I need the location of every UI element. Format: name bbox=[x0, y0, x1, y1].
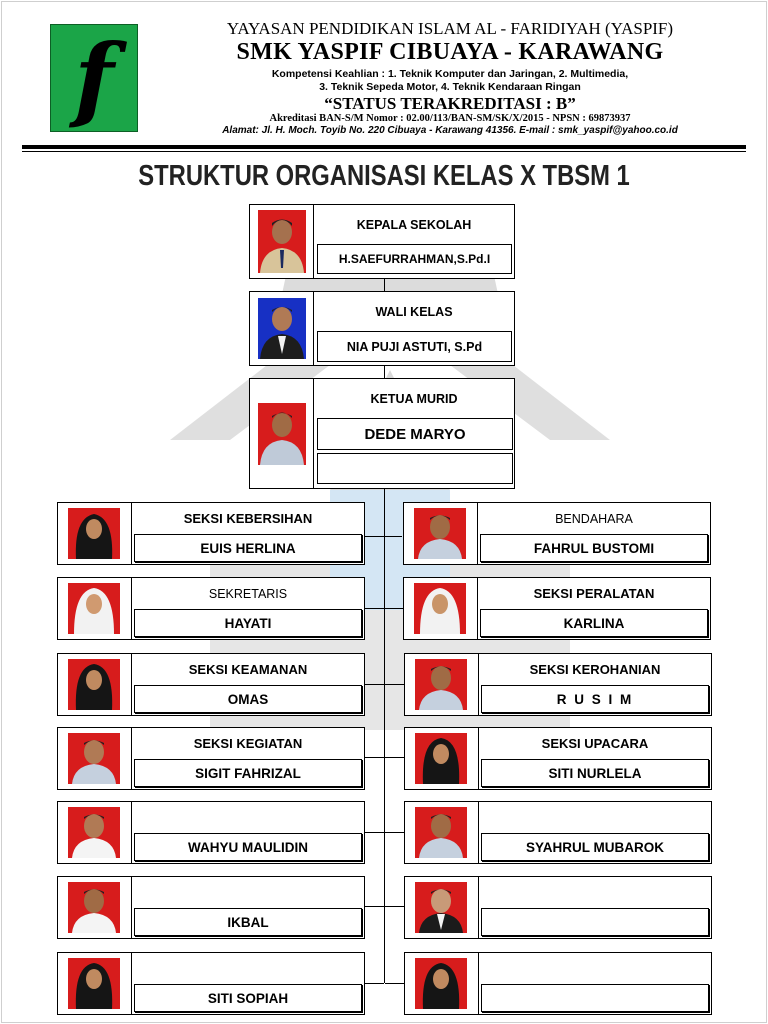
member-photo-left-6 bbox=[68, 882, 120, 933]
member-name-left-5: WAHYU MAULIDIN bbox=[134, 833, 362, 861]
competency-line-2: 3. Teknik Sepeda Motor, 4. Teknik Kendaraan Ringan bbox=[319, 81, 581, 93]
class-leader-photo bbox=[258, 403, 306, 465]
member-box-left-2 bbox=[57, 577, 365, 640]
member-photo-left-3 bbox=[68, 659, 120, 710]
connector-right-row-5 bbox=[385, 832, 404, 833]
member-box-right-4 bbox=[404, 727, 712, 790]
member-role-left-5 bbox=[132, 802, 364, 833]
homeroom-teacher-photo bbox=[258, 298, 306, 359]
member-name-right-4: SITI NURLELA bbox=[481, 759, 709, 787]
member-box-right-2 bbox=[403, 577, 711, 640]
header-rule-thin bbox=[22, 151, 746, 152]
member-photo-left-2 bbox=[68, 583, 120, 634]
class-leader-extra bbox=[317, 453, 513, 484]
member-box-right-5 bbox=[404, 801, 712, 864]
member-box-left-5 bbox=[57, 801, 365, 864]
connector-left-row-2 bbox=[364, 608, 384, 609]
member-box-left-1 bbox=[57, 502, 365, 565]
homeroom-teacher-role: WALI KELAS bbox=[375, 305, 453, 319]
member-name-right-6 bbox=[481, 908, 709, 936]
member-name-left-2: HAYATI bbox=[134, 609, 362, 637]
member-role-right-7 bbox=[479, 953, 711, 984]
connector-right-row-1 bbox=[385, 536, 402, 537]
member-name-right-5: SYAHRUL MUBAROK bbox=[481, 833, 709, 861]
principal-box bbox=[249, 204, 515, 279]
connector-left-row-6 bbox=[364, 906, 384, 907]
class-leader-role: KETUA MURID bbox=[370, 392, 458, 406]
member-name-left-7: SITI SOPIAH bbox=[134, 984, 362, 1012]
connector-left-row-5 bbox=[364, 832, 384, 833]
member-box-right-7 bbox=[404, 952, 712, 1015]
accreditation-status: “STATUS TERAKREDITASI : B” bbox=[324, 94, 576, 113]
member-box-left-4 bbox=[57, 727, 365, 790]
member-name-left-3: OMAS bbox=[134, 685, 362, 713]
member-role-right-1: BENDAHARA bbox=[555, 511, 633, 526]
member-name-left-6: IKBAL bbox=[134, 908, 362, 936]
connector-right-row-4 bbox=[385, 757, 404, 758]
class-leader-name: DEDE MARYO bbox=[317, 418, 513, 450]
school-name: SMK YASPIF CIBUAYA - KARAWANG bbox=[236, 39, 664, 65]
member-box-left-7 bbox=[57, 952, 365, 1015]
accreditation-number: Akreditasi BAN-S/M Nomor : 02.00/113/BAN-SM/SK/X/2015 - NPSN : 69873937 bbox=[269, 113, 631, 124]
connector-right-row-2 bbox=[385, 608, 403, 609]
member-role-left-7 bbox=[132, 953, 364, 984]
class-leader-box bbox=[249, 378, 515, 489]
member-role-right-5 bbox=[479, 802, 711, 833]
school-logo bbox=[50, 24, 138, 132]
member-name-right-2: KARLINA bbox=[480, 609, 708, 637]
member-photo-right-2 bbox=[414, 583, 466, 634]
member-box-right-6 bbox=[404, 876, 712, 939]
member-role-right-4: SEKSI UPACARA bbox=[541, 736, 649, 751]
connector-left-row-7 bbox=[364, 983, 384, 984]
member-photo-right-4 bbox=[415, 733, 467, 784]
member-box-right-1 bbox=[403, 502, 711, 565]
homeroom-teacher-name: NIA PUJI ASTUTI, S.Pd bbox=[317, 331, 512, 362]
principal-name: H.SAEFURRAHMAN,S.Pd.I bbox=[317, 244, 512, 274]
connector-left-row-3 bbox=[364, 684, 384, 685]
member-role-left-6 bbox=[132, 877, 364, 908]
member-name-left-1: EUIS HERLINA bbox=[134, 534, 362, 562]
school-address: Alamat: Jl. H. Moch. Toyib No. 220 Cibuaya - Karawang 41356. E-mail : smk_yaspif@yahoo.co.id bbox=[222, 125, 678, 136]
member-photo-right-5 bbox=[415, 807, 467, 858]
member-box-left-3 bbox=[57, 653, 365, 716]
principal-photo bbox=[258, 210, 306, 273]
member-role-left-4: SEKSI KEGIATAN bbox=[193, 736, 303, 751]
member-photo-left-5 bbox=[68, 807, 120, 858]
member-role-right-2: SEKSI PERALATAN bbox=[533, 586, 655, 601]
member-photo-right-1 bbox=[414, 508, 466, 559]
foundation-name: YAYASAN PENDIDIKAN ISLAM AL - FARIDIYAH (YASPIF) bbox=[226, 19, 674, 38]
header-rule-thick bbox=[22, 145, 746, 149]
member-name-right-3: R U S I M bbox=[481, 685, 709, 713]
connector-right-row-3 bbox=[385, 684, 404, 685]
connector-left-row-4 bbox=[364, 757, 384, 758]
member-photo-right-3 bbox=[415, 659, 467, 710]
principal-role: KEPALA SEKOLAH bbox=[356, 218, 472, 232]
connector-left-row-1 bbox=[364, 536, 384, 537]
member-photo-left-7 bbox=[68, 958, 120, 1009]
member-box-right-3 bbox=[404, 653, 712, 716]
logo-letter: f bbox=[74, 24, 114, 132]
member-role-right-6 bbox=[479, 877, 711, 908]
connector-right-row-7 bbox=[385, 983, 404, 984]
member-photo-left-1 bbox=[68, 508, 120, 559]
member-photo-left-4 bbox=[68, 733, 120, 784]
member-role-left-2: SEKRETARIS bbox=[208, 586, 288, 601]
member-role-right-3: SEKSI KEROHANIAN bbox=[529, 662, 661, 677]
member-name-right-7 bbox=[481, 984, 709, 1012]
member-name-left-4: SIGIT FAHRIZAL bbox=[134, 759, 362, 787]
member-photo-right-6 bbox=[415, 882, 467, 933]
member-box-left-6 bbox=[57, 876, 365, 939]
member-role-left-1: SEKSI KEBERSIHAN bbox=[183, 511, 313, 526]
homeroom-teacher-box bbox=[249, 291, 515, 366]
page-title: STRUKTUR ORGANISASI KELAS X TBSM 1 bbox=[138, 160, 630, 192]
competency-line-1: Kompetensi Keahlian : 1. Teknik Komputer dan Jaringan, 2. Multimedia, bbox=[271, 68, 629, 80]
member-photo-right-7 bbox=[415, 958, 467, 1009]
connector-right-row-6 bbox=[385, 906, 404, 907]
member-name-right-1: FAHRUL BUSTOMI bbox=[480, 534, 708, 562]
member-role-left-3: SEKSI KEAMANAN bbox=[188, 662, 308, 677]
